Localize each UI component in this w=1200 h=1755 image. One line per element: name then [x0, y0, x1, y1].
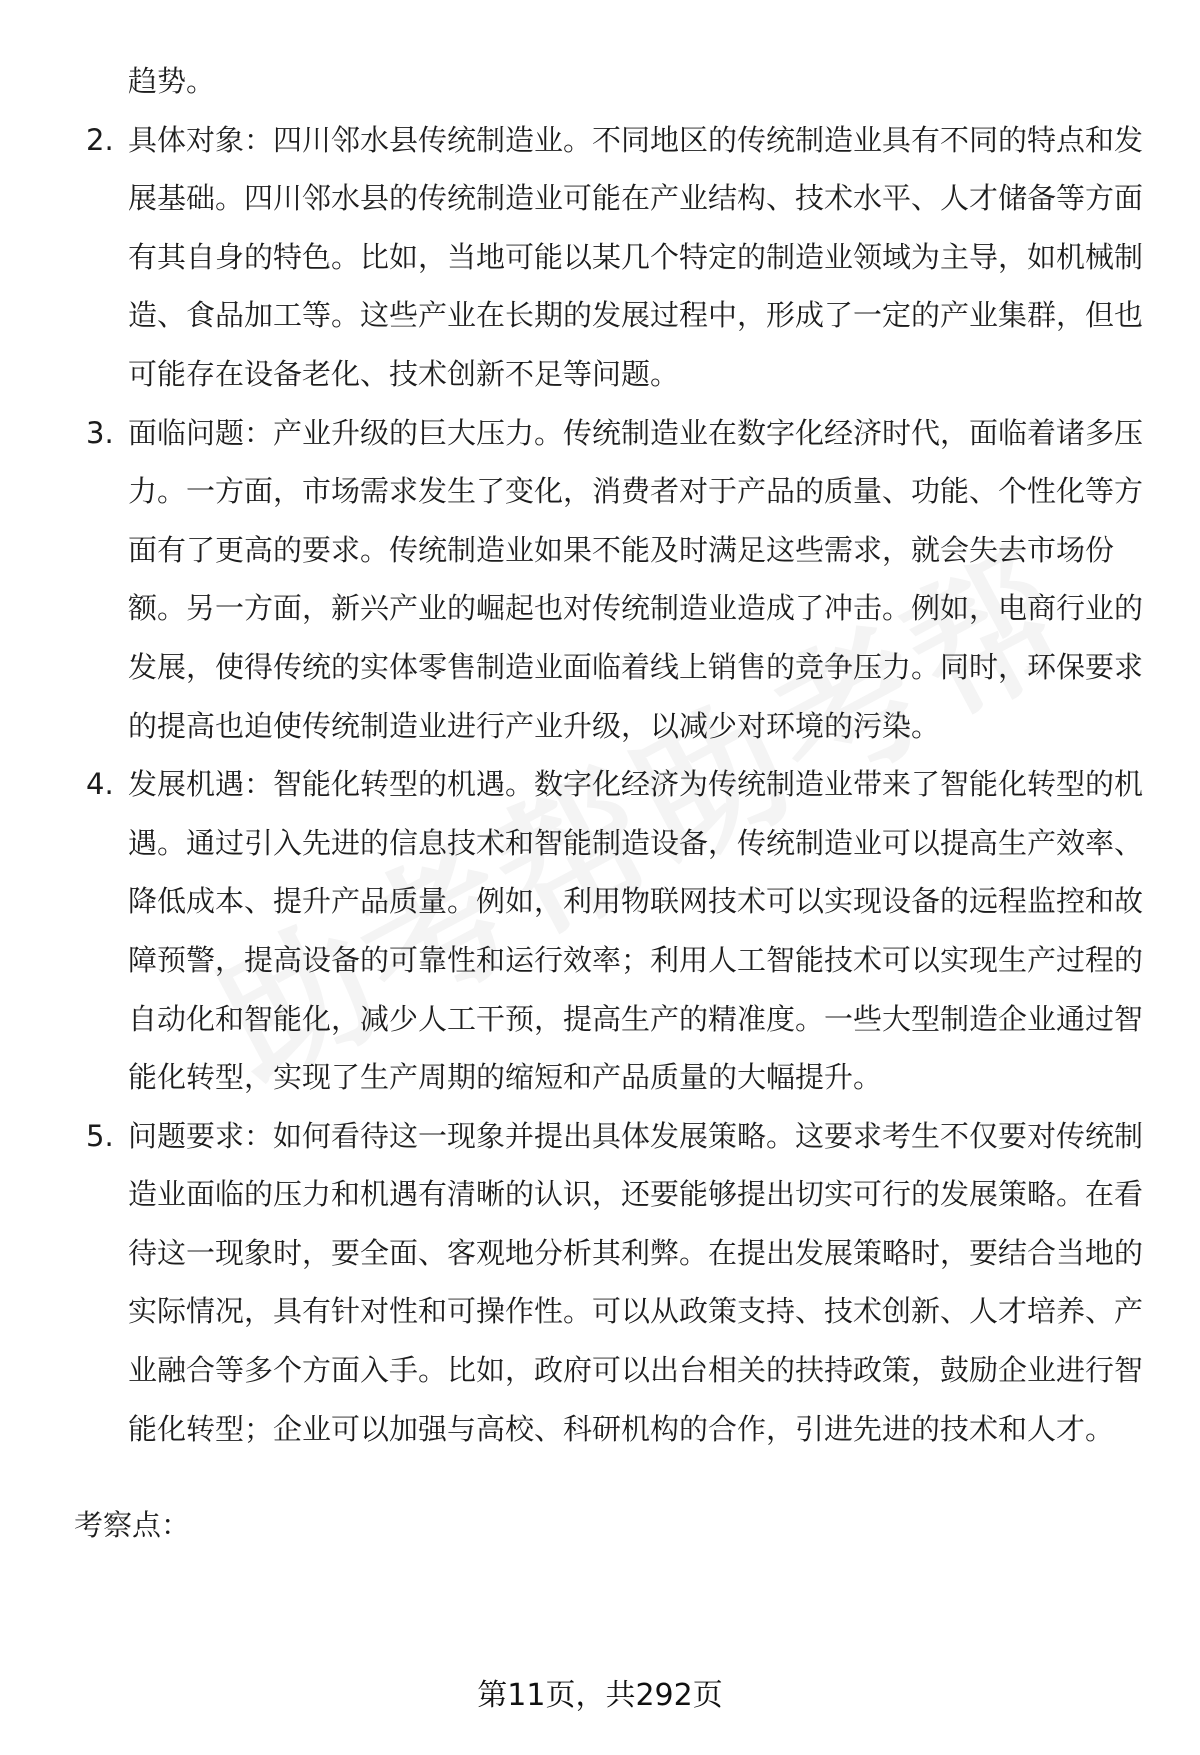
item-text: 面临问题：产业升级的巨大压力。传统制造业在数字化经济时代，面临着诸多压力。一方面，市场需求发生了变化，消费者对于产品的质量、功能、个性化等方面有了更高的要求。传统制造业如果不能及时满足这些需求，就会失去市场份额。另一方面，新兴产业的崛起也对传统制造业造成了冲击。例如，电商行业的发展，使得传统的实体零售制造业面临着线上销售的竞争压力。同时，环保要求的提高也迫使传统制造业进行产业升级，以减少对环境的污染。 [128, 415, 1144, 743]
page-content [74, 52, 1144, 1555]
page-number: 第11页，共292页 [477, 1678, 723, 1713]
item-number: 5. [86, 1118, 114, 1153]
list-item [74, 111, 1144, 404]
section-label: 考察点： [74, 1508, 191, 1543]
item-number: 2. [86, 122, 114, 157]
list-item [74, 404, 1144, 756]
item-text: 发展机遇：智能化转型的机遇。数字化经济为传统制造业带来了智能化转型的机遇。通过引入先进的信息技术和智能制造设备，传统制造业可以提高生产效率、降低成本、提升产品质量。例如，利用物联网技术可以实现设备的远程监控和故障预警，提高设备的可靠性和运行效率；利用人工智能技术可以实现生产过程的自动化和智能化，减少人工干预，提高生产的精准度。一些大型制造企业通过智能化转型，实现了生产周期的缩短和产品质量的大幅提升。 [128, 767, 1144, 1095]
item-number: 4. [86, 767, 114, 802]
item-text: 具体对象：四川邻水县传统制造业。不同地区的传统制造业具有不同的特点和发展基础。四川邻水县的传统制造业可能在产业结构、技术水平、人才储备等方面有其自身的特色。比如，当地可能以某几个特定的制造业领域为主导，如机械制造、食品加工等。这些产业在长期的发展过程中，形成了一定的产业集群，但也可能存在设备老化、技术创新不足等问题。 [128, 122, 1144, 391]
continuation-text: 趋势。 [128, 64, 216, 98]
list-item [74, 755, 1144, 1107]
item-number: 3. [86, 415, 114, 450]
item-text: 问题要求：如何看待这一现象并提出具体发展策略。这要求考生不仅要对传统制造业面临的压力和机遇有清晰的认识，还要能够提出切实可行的发展策略。在看待这一现象时，要全面、客观地分析其利弊。在提出发展策略时，要结合当地的实际情况，具有针对性和可操作性。可以从政策支持、技术创新、人才培养、产业融合等多个方面入手。比如，政府可以出台相关的扶持政策，鼓励企业进行智能化转型；企业可以加强与高校、科研机构的合作，引进先进的技术和人才。 [128, 1118, 1144, 1446]
list-item [74, 1107, 1144, 1459]
numbered-list [74, 111, 1144, 1459]
